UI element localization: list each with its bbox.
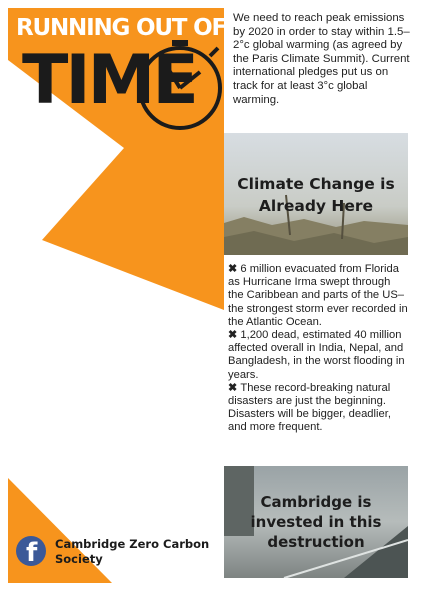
fact-text: 1,200 dead, estimated 40 million affected overall in India, Nepal, and Bangladesh, in the worst flooding in years.	[228, 329, 405, 381]
society-name: Cambridge Zero Carbon Society	[55, 537, 210, 566]
facebook-glyph: f	[26, 538, 38, 568]
panel-cambridge	[224, 466, 408, 578]
intro-text: We need to reach peak emissions by 2020 in order to stay within 1.5–2°c global warming (as agreed by the Paris Climate Summit). Current international pledges put us on track for at least 3°c global warming.	[233, 12, 410, 106]
fact-item	[228, 263, 408, 329]
fact-text: 6 million evacuated from Florida as Hurricane Irma swept through the Caribbean and parts of the US– the strongest storm ever recorded in the Atlantic Ocean.	[228, 263, 408, 328]
title-line-2: TIME	[22, 41, 196, 120]
cross-icon: ✖	[228, 263, 238, 275]
panel-cambridge-heading: Cambridge is invested in this destruction	[250, 493, 382, 551]
fact-item	[228, 329, 408, 382]
fact-text: These record-breaking natural disasters are just the beginning. Disasters will be bigger, deadlier, and more frequent.	[228, 381, 391, 434]
cross-icon: ✖	[228, 381, 238, 394]
cross-icon: ✖	[228, 329, 238, 342]
fact-item	[228, 382, 408, 435]
panel-climate-change	[224, 133, 408, 255]
facts-list	[228, 263, 408, 435]
panel-climate-change-heading: Climate Change is Already Here	[237, 175, 395, 215]
title-line-1: RUNNING OUT OF	[16, 15, 226, 41]
facebook-icon[interactable]	[16, 536, 46, 566]
